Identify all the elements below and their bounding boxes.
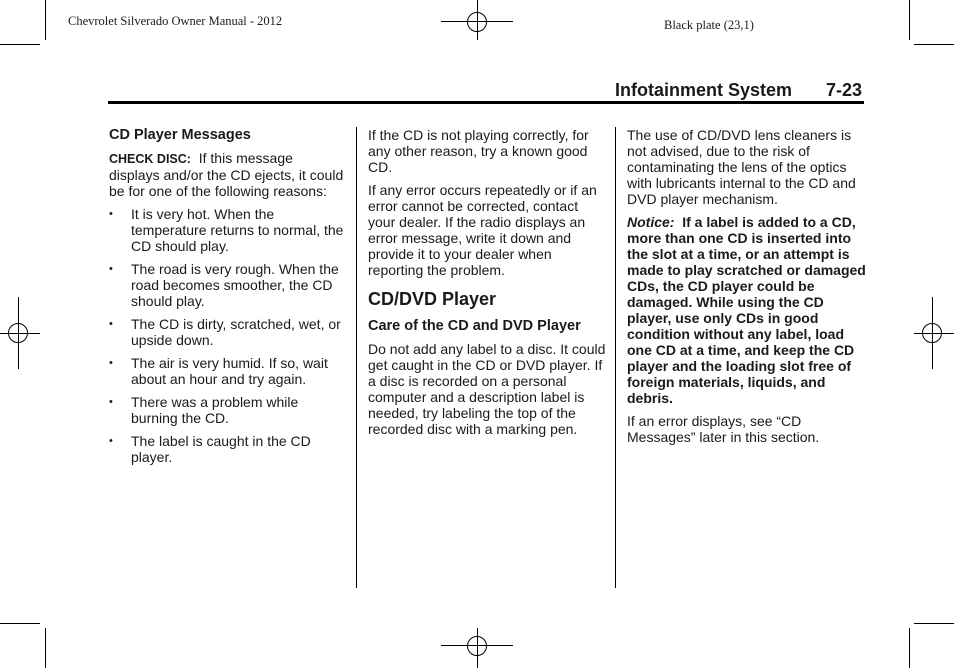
running-head-plate: Black plate (23,1)	[664, 18, 754, 32]
cd-dvd-player-heading: CD/DVD Player	[368, 289, 497, 309]
registration-mark-top	[441, 0, 513, 40]
page-number: 7-23	[826, 80, 863, 100]
notice-paragraph	[627, 214, 867, 406]
section-title: Infotainment System	[615, 80, 793, 100]
bullet-icon: •	[109, 357, 113, 369]
bullet-icon: •	[109, 396, 113, 408]
running-head-title: Chevrolet Silverado Owner Manual - 2012	[68, 14, 283, 28]
list-item: • The road is very rough. When the road becomes smoother, the CD should play.	[109, 261, 339, 309]
paragraph: The use of CD/DVD lens cleaners is not advised, due to the risk of contaminating the lens of the optics with lubricants internal to the CD and DVD player mechanism.	[627, 127, 856, 207]
list-item: • It is very hot. When the temperature returns to normal, the CD should play.	[109, 206, 344, 254]
bullet-icon: •	[109, 435, 113, 447]
list-item: • The label is caught in the CD player.	[109, 433, 311, 465]
notice-label: Notice:	[627, 214, 675, 230]
care-subheading: Care of the CD and DVD Player	[368, 318, 581, 334]
list-item: • The CD is dirty, scratched, wet, or upside down.	[109, 316, 341, 348]
reasons-list	[109, 206, 347, 465]
bullet-icon: •	[109, 263, 113, 275]
check-disc-text: If this message displays and/or the CD ejects, it could be for one of the following reasons:	[109, 150, 344, 199]
registration-mark-right	[914, 297, 954, 369]
column-1	[109, 127, 347, 472]
bullet-icon: •	[109, 208, 113, 220]
check-disc-paragraph	[109, 150, 347, 199]
registration-mark-left	[0, 297, 40, 369]
check-disc-label: CHECK DISC:	[109, 152, 191, 166]
paragraph: If any error occurs repeatedly or if an error cannot be corrected, contact your dealer. If the radio displays an error message, write it down and provide it to your dealer when reporting the problem.	[368, 182, 597, 278]
paragraph: If an error displays, see “CD Messages” later in this section.	[627, 413, 820, 445]
notice-text: If a label is added to a CD, more than one CD is inserted into the slot at a time, or an attempt is made to play scratched or damaged CDs, the CD player could be damaged. While using the CD player, use only CDs in good condition without any label, load one CD at a time, and keep the CD player and the loading slot free of foreign materials, liquids, and debris.	[627, 214, 866, 406]
column-3	[627, 127, 867, 452]
bullet-icon: •	[109, 318, 113, 330]
list-item: • There was a problem while burning the CD.	[109, 394, 299, 426]
list-item: • The air is very humid. If so, wait about an hour and try again.	[109, 355, 328, 387]
registration-mark-bottom	[441, 628, 513, 668]
paragraph: If the CD is not playing correctly, for any other reason, try a known good CD.	[368, 127, 589, 175]
cd-player-messages-heading: CD Player Messages	[109, 127, 251, 143]
column-divider-1	[356, 127, 357, 588]
column-2	[368, 127, 606, 444]
column-divider-2	[615, 127, 616, 588]
header-rule	[108, 101, 864, 104]
paragraph: Do not add any label to a disc. It could get caught in the CD or DVD player. If a disc is recorded on a personal computer and a description label is needed, try labeling the top of the recorded disc with a marking pen.	[368, 341, 606, 437]
